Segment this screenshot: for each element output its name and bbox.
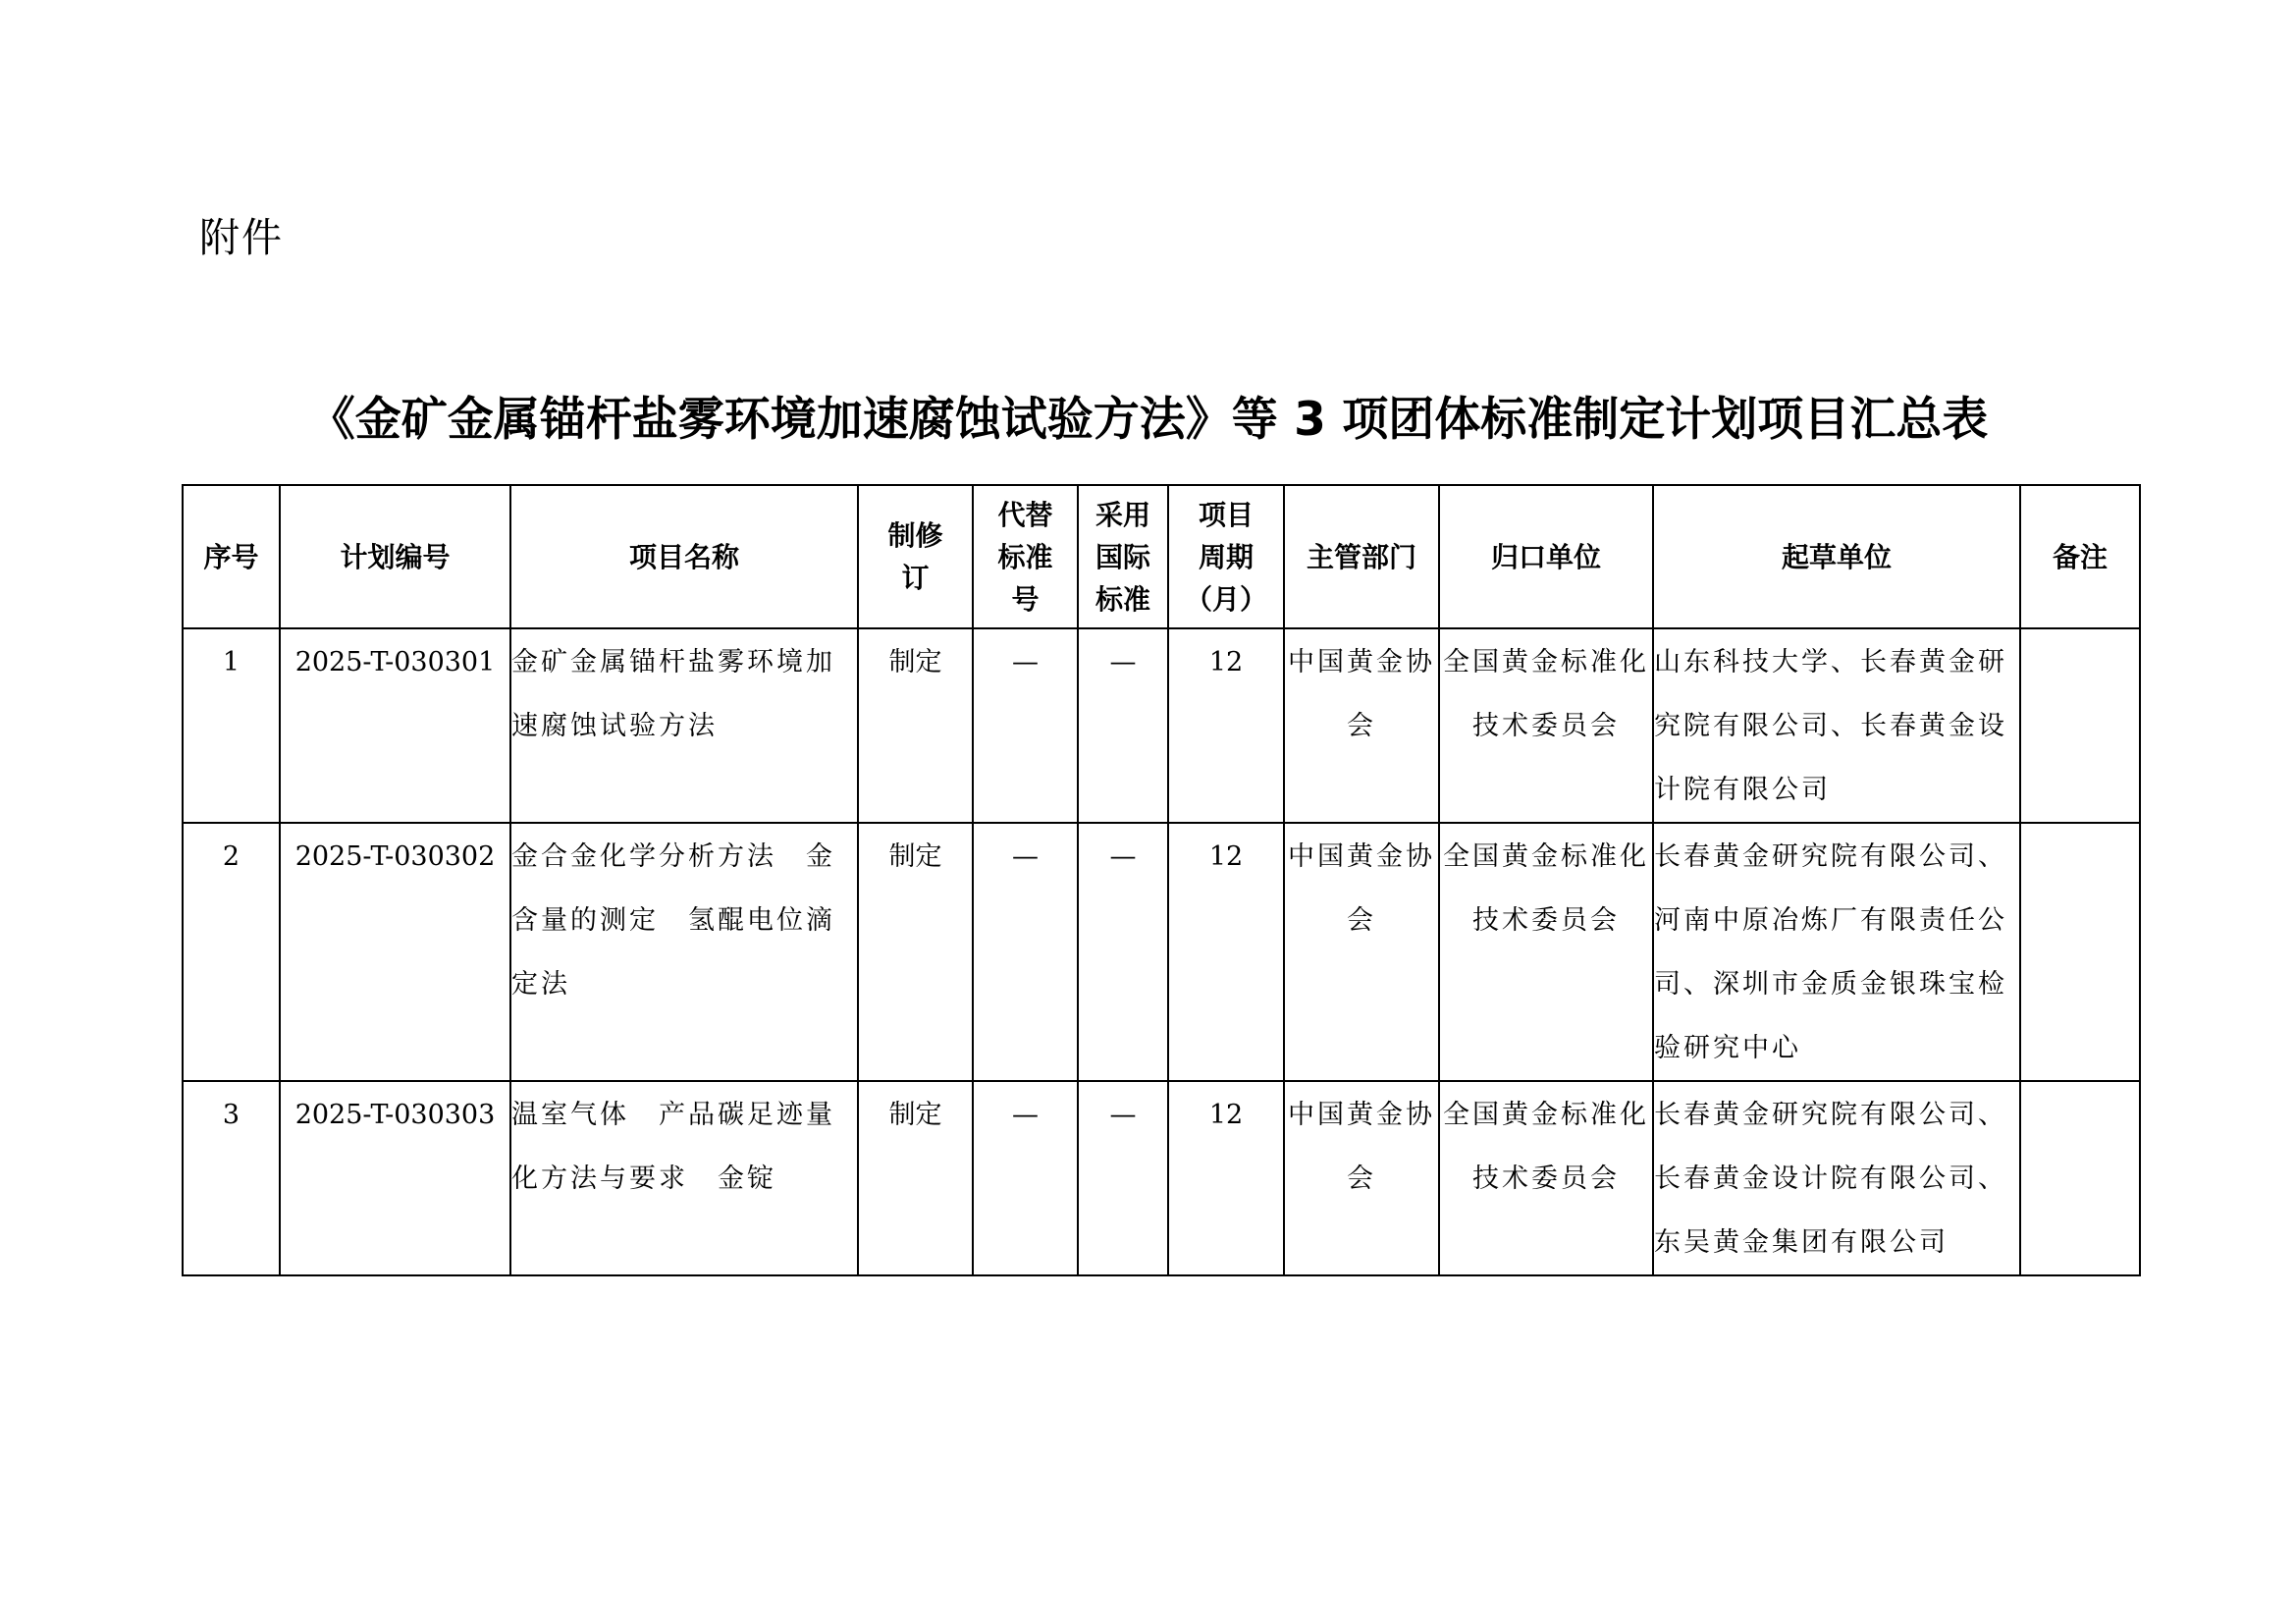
cell-project-name: 温室气体 产品碳足迹量化方法与要求 金锭: [510, 1081, 858, 1275]
cell-committee: 全国黄金标准化技术委员会: [1439, 628, 1653, 823]
header-replaces-line1: 代替: [997, 498, 1053, 531]
cell-revision-type: 制定: [858, 1081, 973, 1275]
table-header-row: [183, 485, 2140, 628]
cell-replaces: —: [973, 1081, 1078, 1275]
header-plan-no: 计划编号: [280, 485, 510, 628]
cell-drafter: 长春黄金研究院有限公司、长春黄金设计院有限公司、东吴黄金集团有限公司: [1653, 1081, 2020, 1275]
cell-replaces: —: [973, 628, 1078, 823]
cell-plan-no: 2025-T-030303: [280, 1081, 510, 1275]
header-intl-line1: 采用: [1095, 498, 1150, 531]
cell-authority: 中国黄金协会: [1284, 823, 1439, 1081]
plan-summary-table: [182, 484, 2141, 1276]
cell-cycle: 12: [1168, 823, 1284, 1081]
header-revision-type-line2: 订: [901, 562, 930, 594]
header-cycle: [1168, 485, 1284, 628]
cell-seq: 2: [183, 823, 280, 1081]
cell-drafter: 山东科技大学、长春黄金研究院有限公司、长春黄金设计院有限公司: [1653, 628, 2020, 823]
cell-revision-type: 制定: [858, 823, 973, 1081]
header-authority: 主管部门: [1284, 485, 1439, 628]
cell-authority: 中国黄金协会: [1284, 628, 1439, 823]
header-cycle-line2: 周期: [1198, 540, 1254, 573]
cell-committee: 全国黄金标准化技术委员会: [1439, 823, 1653, 1081]
cell-authority: 中国黄金协会: [1284, 1081, 1439, 1275]
cell-revision-type: 制定: [858, 628, 973, 823]
cell-cycle: 12: [1168, 628, 1284, 823]
header-replaces-line2: 标准: [997, 540, 1053, 573]
header-remarks: 备注: [2020, 485, 2140, 628]
cell-drafter: 长春黄金研究院有限公司、河南中原冶炼厂有限责任公司、深圳市金质金银珠宝检验研究中心: [1653, 823, 2020, 1081]
cell-remarks: [2020, 823, 2140, 1081]
table-row: [183, 823, 2140, 1081]
table-row: [183, 1081, 2140, 1275]
header-replaces: [973, 485, 1078, 628]
cell-replaces: —: [973, 823, 1078, 1081]
header-cycle-line1: 项目: [1198, 498, 1254, 531]
header-revision-type-line1: 制修: [887, 519, 943, 552]
cell-plan-no: 2025-T-030301: [280, 628, 510, 823]
cell-remarks: [2020, 628, 2140, 823]
header-committee: 归口单位: [1439, 485, 1653, 628]
cell-cycle: 12: [1168, 1081, 1284, 1275]
cell-project-name: 金矿金属锚杆盐雾环境加速腐蚀试验方法: [510, 628, 858, 823]
cell-intl-standard: —: [1078, 823, 1168, 1081]
cell-seq: 3: [183, 1081, 280, 1275]
header-revision-type: [858, 485, 973, 628]
cell-plan-no: 2025-T-030302: [280, 823, 510, 1081]
cell-remarks: [2020, 1081, 2140, 1275]
header-seq: 序号: [183, 485, 280, 628]
header-cycle-line3: （月）: [1184, 582, 1267, 616]
header-replaces-line3: 号: [1011, 582, 1040, 616]
header-drafter: 起草单位: [1653, 485, 2020, 628]
header-intl-line3: 标准: [1095, 582, 1150, 616]
cell-intl-standard: —: [1078, 628, 1168, 823]
header-intl-line2: 国际: [1095, 540, 1150, 573]
header-project-name: 项目名称: [510, 485, 858, 628]
cell-intl-standard: —: [1078, 1081, 1168, 1275]
header-intl-standard: [1078, 485, 1168, 628]
cell-seq: 1: [183, 628, 280, 823]
table-row: [183, 628, 2140, 823]
document-title: 《金矿金属锚杆盐雾环境加速腐蚀试验方法》等 3 项团体标准制定计划项目汇总表: [308, 393, 1989, 447]
attachment-label: 附件: [199, 214, 284, 261]
cell-project-name: 金合金化学分析方法 金含量的测定 氢醌电位滴定法: [510, 823, 858, 1081]
cell-committee: 全国黄金标准化技术委员会: [1439, 1081, 1653, 1275]
